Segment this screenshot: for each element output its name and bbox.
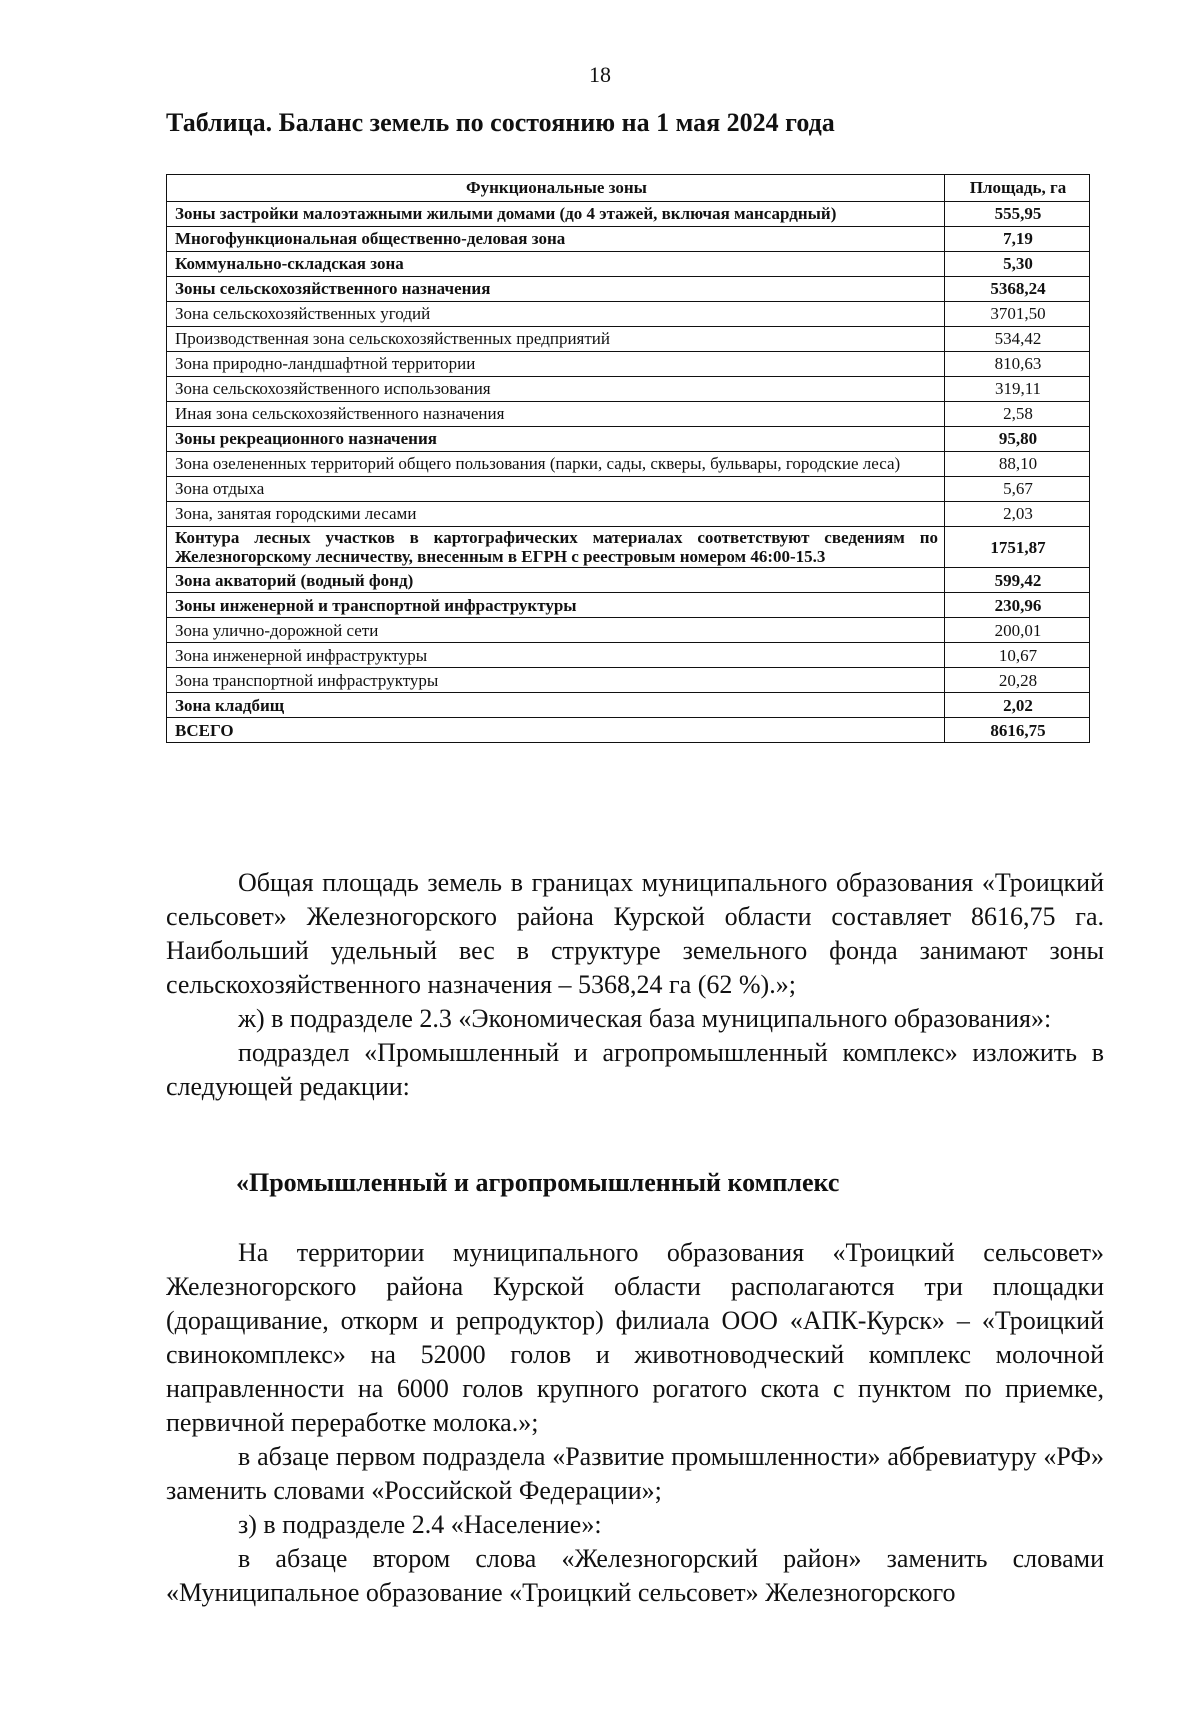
zone-cell: Зона отдыха — [167, 477, 945, 502]
zone-cell: Зона улично-дорожной сети — [167, 618, 945, 643]
paragraph: Общая площадь земель в границах муниципального образования «Троицкий сельсовет» Железногорского района Курской области составляет 8616,75 га. Наибольший удельный вес в структуре земельного фонда занимают зоны сельскохозяйственного назначения – 5368,24 га (62 %).»; — [166, 868, 1104, 999]
table-row — [167, 643, 1090, 668]
area-cell: 8616,75 — [945, 718, 1090, 743]
area-cell: 319,11 — [945, 377, 1090, 402]
table-total-row — [167, 718, 1090, 743]
paragraph: в абзаце первом подраздела «Развитие промышленности» аббревиатуру «РФ» заменить словами «Российской Федерации»; — [166, 1442, 1104, 1505]
zone-cell: Зоны застройки малоэтажными жилыми домами (до 4 этажей, включая мансардный) — [167, 202, 945, 227]
table-row — [167, 527, 1090, 568]
area-cell: 200,01 — [945, 618, 1090, 643]
table-row — [167, 477, 1090, 502]
area-cell: 88,10 — [945, 452, 1090, 477]
table-row — [167, 402, 1090, 427]
table-body — [167, 202, 1090, 743]
area-cell: 2,02 — [945, 693, 1090, 718]
land-balance-table — [166, 174, 1090, 743]
zone-cell: Зона озелененных территорий общего пользования (парки, сады, скверы, бульвары, городские леса) — [167, 452, 945, 477]
table-row — [167, 252, 1090, 277]
area-cell: 95,80 — [945, 427, 1090, 452]
area-cell: 5368,24 — [945, 277, 1090, 302]
zone-cell: Зона, занятая городскими лесами — [167, 502, 945, 527]
area-cell: 230,96 — [945, 593, 1090, 618]
zone-cell: Зона сельскохозяйственных угодий — [167, 302, 945, 327]
table-row — [167, 327, 1090, 352]
area-cell: 810,63 — [945, 352, 1090, 377]
table-row — [167, 452, 1090, 477]
area-cell: 534,42 — [945, 327, 1090, 352]
area-cell: 20,28 — [945, 668, 1090, 693]
area-cell: 5,67 — [945, 477, 1090, 502]
header-zones: Функциональные зоны — [167, 175, 945, 202]
zone-cell: Зоны сельскохозяйственного назначения — [167, 277, 945, 302]
table-row — [167, 302, 1090, 327]
paragraph: ж) в подразделе 2.3 «Экономическая база муниципального образования»: — [238, 1004, 1052, 1033]
table-row — [167, 202, 1090, 227]
zone-cell: Зона инженерной инфраструктуры — [167, 643, 945, 668]
zone-cell: Многофункциональная общественно-деловая зона — [167, 227, 945, 252]
table-row — [167, 427, 1090, 452]
table-row — [167, 568, 1090, 593]
area-cell: 1751,87 — [945, 527, 1090, 568]
zone-cell: Коммунально-складская зона — [167, 252, 945, 277]
zone-cell: Зоны рекреационного назначения — [167, 427, 945, 452]
table-row — [167, 502, 1090, 527]
table-row — [167, 618, 1090, 643]
table-row — [167, 352, 1090, 377]
zone-cell: Зона транспортной инфраструктуры — [167, 668, 945, 693]
area-cell: 3701,50 — [945, 302, 1090, 327]
area-cell: 599,42 — [945, 568, 1090, 593]
page-number: 18 — [589, 62, 611, 87]
body-text-block-1 — [166, 866, 1104, 1104]
table-row — [167, 277, 1090, 302]
paragraph: подраздел «Промышленный и агропромышленный комплекс» изложить в следующей редакции: — [166, 1038, 1104, 1101]
area-cell: 5,30 — [945, 252, 1090, 277]
zone-cell: Зона кладбищ — [167, 693, 945, 718]
header-area: Площадь, га — [945, 175, 1090, 202]
area-cell: 2,03 — [945, 502, 1090, 527]
table-row — [167, 593, 1090, 618]
zone-cell: Зоны инженерной и транспортной инфраструктуры — [167, 593, 945, 618]
zone-cell: Производственная зона сельскохозяйственных предприятий — [167, 327, 945, 352]
body-text-block-2 — [166, 1236, 1104, 1610]
section-heading: «Промышленный и агропромышленный комплекс — [236, 1168, 840, 1197]
zone-cell: Контура лесных участков в картографических материалах соответствуют сведениям по Железногорскому лесничеству, внесенным в ЕГРН с реестровым номером 46:00-15.3 — [167, 527, 945, 568]
zone-cell: Зона природно-ландшафтной территории — [167, 352, 945, 377]
table-header-row — [167, 175, 1090, 202]
zone-cell: ВСЕГО — [167, 718, 945, 743]
area-cell: 2,58 — [945, 402, 1090, 427]
zone-cell: Иная зона сельскохозяйственного назначения — [167, 402, 945, 427]
table-row — [167, 693, 1090, 718]
table-row — [167, 668, 1090, 693]
table-title: Таблица. Баланс земель по состоянию на 1 мая 2024 года — [166, 108, 835, 137]
zone-cell: Зона сельскохозяйственного использования — [167, 377, 945, 402]
area-cell: 7,19 — [945, 227, 1090, 252]
area-cell: 10,67 — [945, 643, 1090, 668]
table-row — [167, 227, 1090, 252]
paragraph: в абзаце втором слова «Железногорский район» заменить словами «Муниципальное образование «Троицкий сельсовет» Железногорского — [166, 1544, 1104, 1607]
table-row — [167, 377, 1090, 402]
zone-cell: Зона акваторий (водный фонд) — [167, 568, 945, 593]
area-cell: 555,95 — [945, 202, 1090, 227]
paragraph: з) в подразделе 2.4 «Население»: — [238, 1510, 602, 1539]
paragraph: На территории муниципального образования «Троицкий сельсовет» Железногорского района Курской области располагаются три площадки (доращивание, откорм и репродуктор) филиала ООО «АПК-Курск» – «Троицкий свинокомплекс» на 52000 голов и животноводческий комплекс молочной направленности на 6000 голов крупного рогатого скота с пунктом по приемке, первичной переработке молока.»; — [166, 1238, 1104, 1437]
